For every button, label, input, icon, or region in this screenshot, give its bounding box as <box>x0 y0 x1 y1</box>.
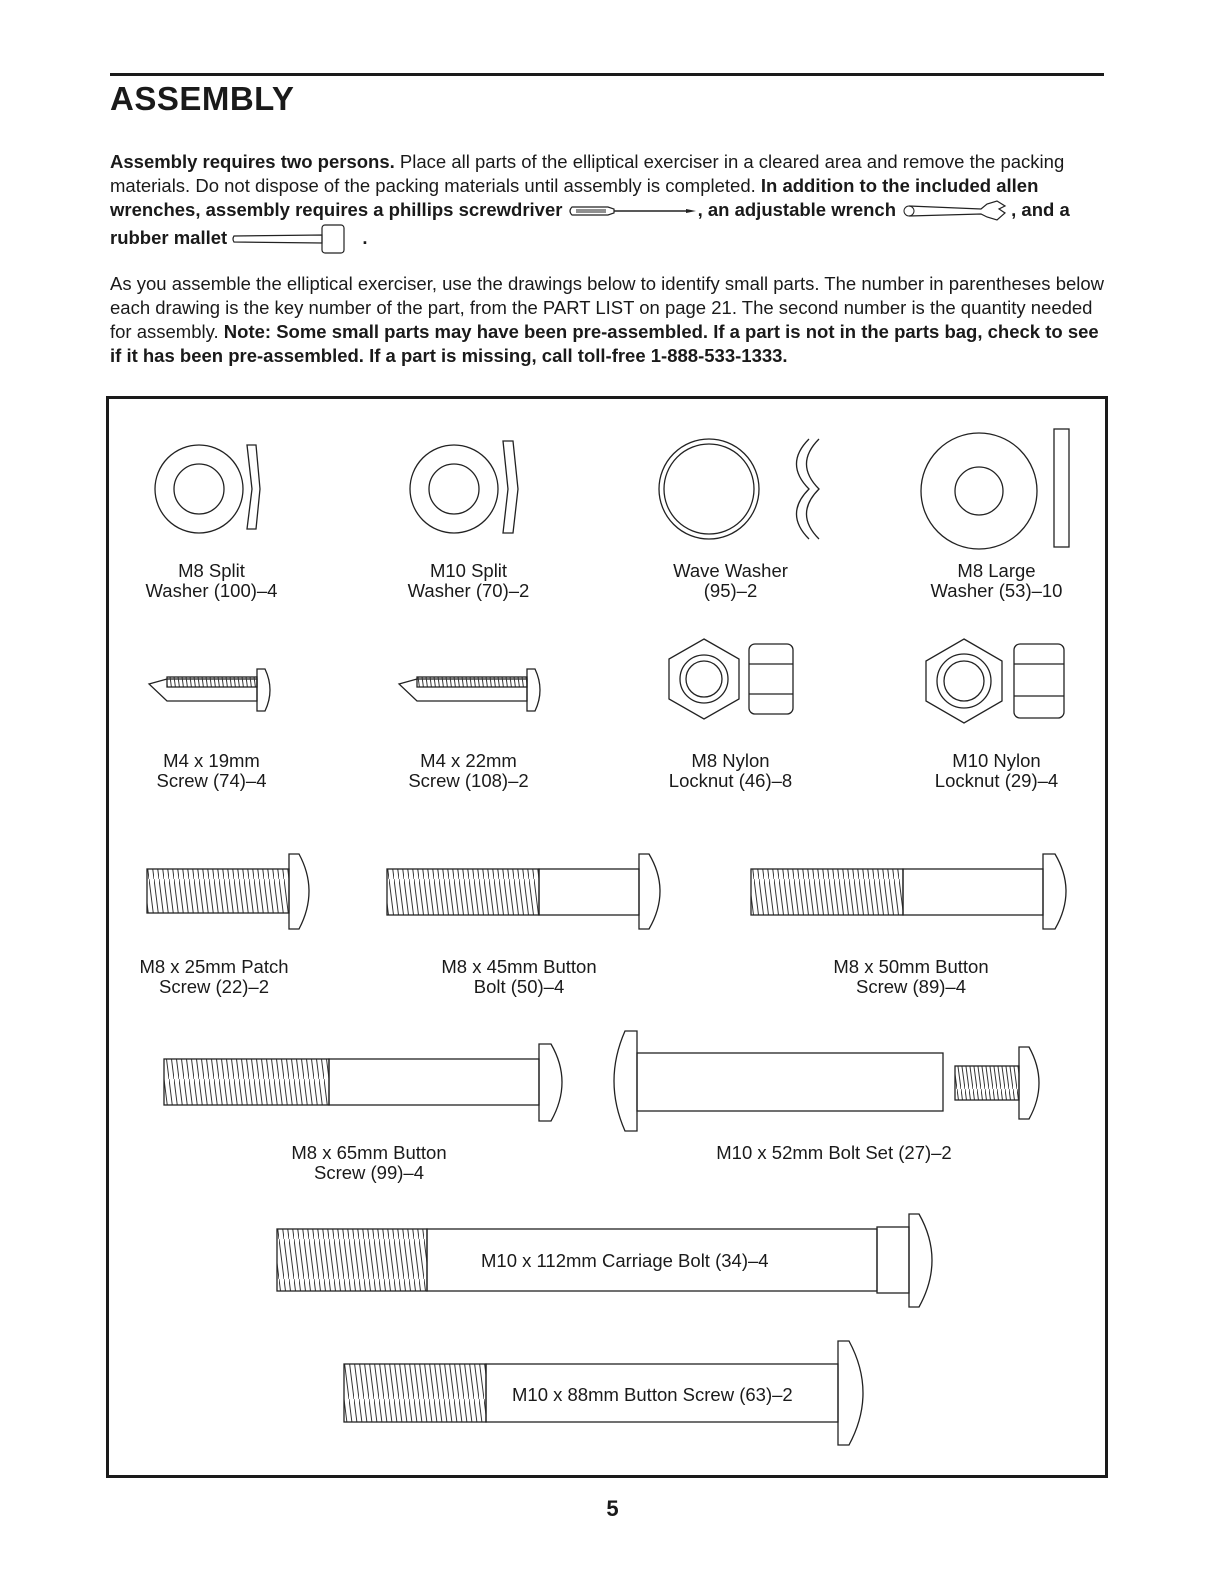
part-caption-m4-19mm-screw: M4 x 19mm Screw (74)–4 <box>156 750 267 791</box>
intro-text: Place all parts of the elliptical exerciser in a cleared area and remove the packing materials. Do not dispose of the packing materials until assembly is completed. <box>110 151 1065 196</box>
intro-paragraph <box>110 150 1110 256</box>
part-caption-m10-88mm-button-screw: M10 x 88mm Button Screw (63)–2 <box>512 1384 793 1405</box>
m10-split-washer-drawing <box>410 441 518 533</box>
part-caption-m10-nylon-locknut: M10 Nylon Locknut (29)–4 <box>934 750 1059 791</box>
m8-25mm-patch-screw-drawing <box>147 854 309 929</box>
screwdriver-icon <box>568 204 698 218</box>
wave-washer-drawing <box>659 439 819 539</box>
m10-52mm-bolt-set-drawing <box>614 1031 1039 1131</box>
header-rule <box>110 73 1104 76</box>
part-caption-m8-nylon-locknut: M8 Nylon Locknut (46)–8 <box>668 750 793 791</box>
rubber-mallet-icon <box>232 222 362 256</box>
part-caption-m10-52mm-bolt-set: M10 x 52mm Bolt Set (27)–2 <box>716 1142 952 1163</box>
intro-bold-wrench: , an adjustable wrench <box>697 199 896 220</box>
intro-end: . <box>362 227 368 248</box>
part-caption-wave-washer: Wave Washer (95)–2 <box>673 560 788 601</box>
part-caption-m8-25mm-patch-screw: M8 x 25mm Patch Screw (22)–2 <box>139 956 289 997</box>
part-caption-m8-65mm-button-screw: M8 x 65mm Button Screw (99)–4 <box>291 1142 447 1183</box>
part-caption-m10-split-washer: M10 Split Washer (70)–2 <box>407 560 530 601</box>
m8-50mm-button-screw-drawing <box>751 854 1066 929</box>
intro-bold-tools: In addition to the included allen wrenches, assembly requires a phillips screwdriver <box>110 175 1039 220</box>
part-caption-m8-large-washer: M8 Large Washer (53)–10 <box>930 560 1063 601</box>
page-number: 5 <box>606 1496 619 1521</box>
m4-22mm-screw-drawing <box>399 669 540 711</box>
m8-45mm-button-bolt-drawing <box>387 854 660 929</box>
instructions-paragraph <box>110 272 1110 368</box>
instructions-text: As you assemble the elliptical exerciser, use the drawings below to identify small parts. The number in parentheses below each drawing is the key number of the part, from the PART LIST on page 21. The second number is the quantity needed for assembly. <box>110 273 1105 342</box>
m8-65mm-button-screw-drawing <box>164 1044 562 1121</box>
parts-identification-box <box>106 396 1108 1478</box>
part-caption-m8-split-washer: M8 Split Washer (100)–4 <box>145 560 278 601</box>
adjustable-wrench-icon <box>901 200 1011 222</box>
instructions-note: Note: Some small parts may have been pre-assembled. If a part is not in the parts bag, check to see if it has been pre-assembled. If a part is missing, call toll-free 1-888-533-1333. <box>110 321 1099 366</box>
part-caption-m4-22mm-screw: M4 x 22mm Screw (108)–2 <box>408 750 529 791</box>
intro-bold-mallet: , and a rubber mallet <box>110 199 1070 248</box>
m8-split-washer-drawing <box>155 445 260 533</box>
m4-19mm-screw-drawing <box>149 669 270 711</box>
m8-large-washer-drawing <box>921 429 1069 549</box>
m8-nylon-locknut-drawing <box>669 639 793 719</box>
part-caption-m8-45mm-button-bolt: M8 x 45mm Button Bolt (50)–4 <box>441 956 597 997</box>
part-caption-m10-112mm-carriage-bolt: M10 x 112mm Carriage Bolt (34)–4 <box>481 1250 769 1271</box>
part-caption-m8-50mm-button-screw: M8 x 50mm Button Screw (89)–4 <box>833 956 989 997</box>
m10-nylon-locknut-drawing <box>926 639 1064 723</box>
intro-bold-persons: Assembly requires two persons. <box>110 151 395 172</box>
page-title: ASSEMBLY <box>110 80 295 117</box>
